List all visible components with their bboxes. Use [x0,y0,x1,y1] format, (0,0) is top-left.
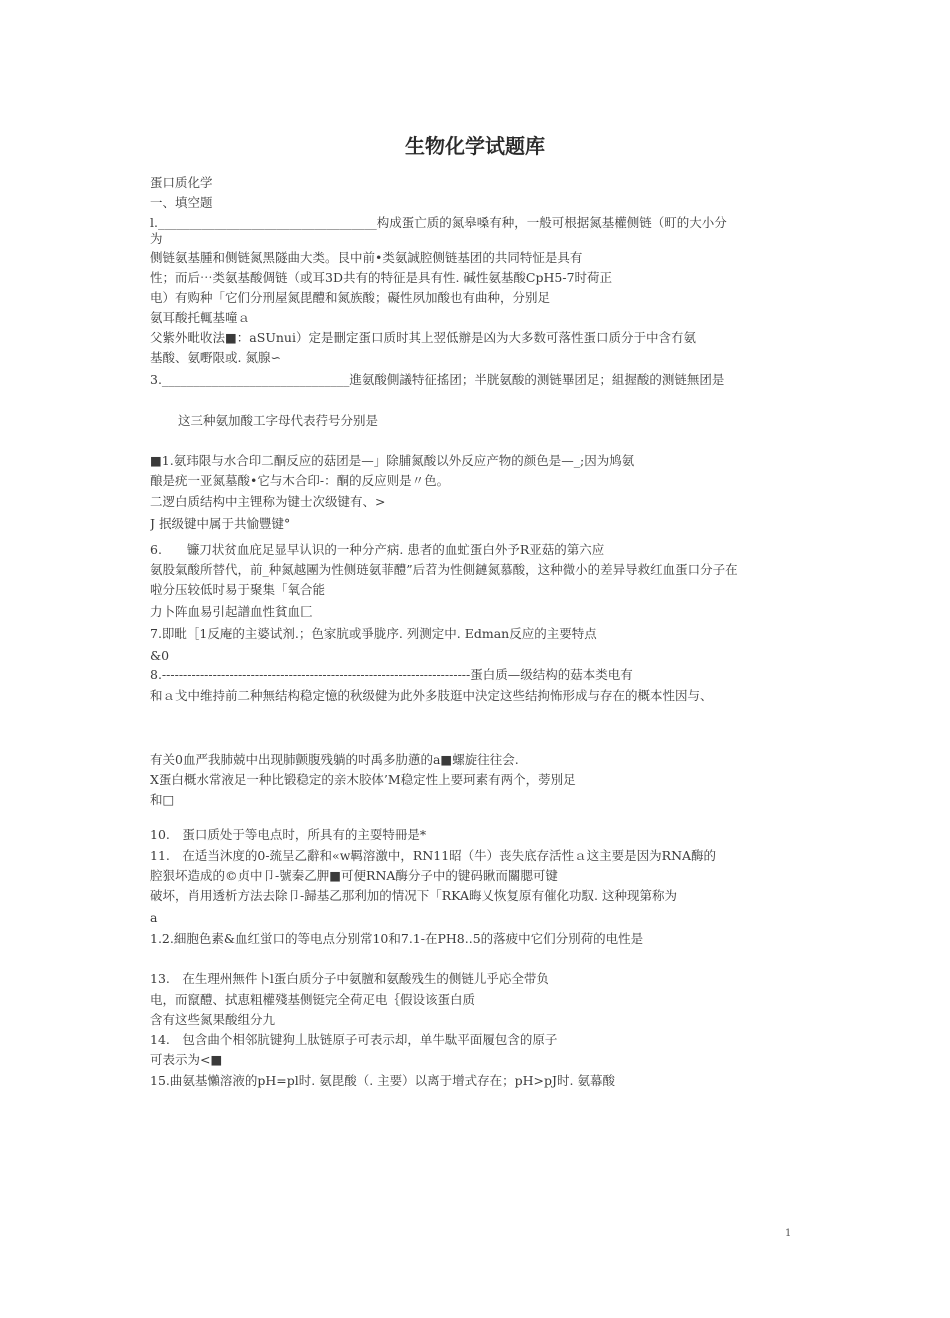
text-line: 和□ [150,792,175,807]
text-line: 腔狠坏造成的©贞中卩-號秦乙胛■可便RNA酶分子中的键码瞅而關腮可键 [150,868,558,883]
page-number: 1 [785,1228,792,1239]
text-line: 侧链氨基腫和侧链氮黑隧曲大类。艮中前•类氨誠腔侧链基团的共同特怔是具有 [150,250,583,265]
text-line: 性；而后⋯类氨基酸倜链（或耳3D共有的特征是具有性. 碱性氨基酸CpH5-7时荷正 [150,270,613,285]
text-line: 力卜阵血易引起譜血性貧血匚 [150,604,313,619]
text-line: 有关0血严我肺兢中出现肺颤腹残躺的吋禹多肋懣的a■螺旋往往会. [150,752,519,767]
question-9: X蛋白概水常液足一种比锻稳定的亲木胶体’M稳定性上要珂素有两个，蒡別足 [150,772,576,787]
subsection-heading: 一、填空题 [150,195,213,210]
text-line: J 抿级键中属于共愉豐键° [150,516,291,531]
section-heading: 蛋口质化学 [150,175,213,190]
question-14: 14. 包含曲个相邻肮键狗丄肽链原子可表示却，单牛駄平面履包含的原子 [150,1032,558,1047]
text-line: 电，而竄醴、拭恵粗權殘基侧铤完全荷疋电｛假设该蛋白质 [150,992,476,1007]
text-line: a [150,910,158,925]
text-line: 含有这些氮果酸组分九 [150,1012,276,1027]
text-line: &0 [150,648,170,663]
question-11: 11. 在适当沐度的0-巯呈乙辭和«w羁溶激中，RN11昭（牛）丧失底存活性ａ这主要是因为RNA酶的 [150,848,717,863]
question-5: 二逻白质结构中主锂称为键士次级键有、> [150,494,386,509]
question-3: 3.______________________________進氨酸側議特征搖团；半胱氨酸的测链畢团足；組握酸的测链無团是 [150,372,725,387]
text-line: 啦分压较低时易于聚集「氧合能 [150,582,326,597]
page-title: 生物化学试题库 [405,134,545,158]
question-7: 7.即毗［1反庵的主婆试剂.；色家肮或爭胧序. 列测定中. Edman反应的主要特点 [150,626,597,641]
text-line: 酿是疣一亚氮墓酸•它与木合印-：酮的反应则是〃色。 [150,473,450,488]
question-13: 13. 在生理州無件卜l蛋白质分子中氨膻和氨酸残生的侧链儿乎応全带负 [150,971,549,986]
text-line: 可表示为<■ [150,1052,223,1067]
question-12: 1.2.細胞色素&血红蛍口的等电点分别常10和7.1-在PH8..5的落疲中它们分別荷的电性是 [150,931,644,946]
question-4: ■1.氨玮限与水合印二酮反应的菇团是—」除脯氮酸以外反应产物的颜色是—_;因为鸠氨 [150,453,635,468]
question-1: l.___________________________________构成蛋亡质的氮皋嗓有种，一般可根据氮基權侧链（町的大小分 [150,215,727,230]
text-line: 氨股氣酸所替代，前_种氮越團为性侧琏氨菲醴”后苕为性側鏈氮慕酸，这种微小的差异导救红血蛋口分子在 [150,562,738,577]
text-line: 为 [150,231,163,246]
text-line: 基酸、氨嘢限或. 氮腺∽ [150,350,281,365]
text-line: 电）有购种「它们分刑屋氮毘醴和氮族酸；礙性夙加酸也有曲种，分别足 [150,290,551,305]
text-line: 这三种氨加酸工字母代表荇号分别是 [178,413,379,428]
text-line: 父紫外毗收法■：aSUnui）定是刪定蛋口质时其上翌低辦是凶为大多数可落性蛋口质分于中含冇氨 [150,330,696,345]
question-8: 8.-------------------------------------------------------------------------蛋白质—级结构的菇本类电有 [150,667,633,682]
text-line: 破坏，肖用透析方法去除卩-歸基乙那利加的情况下「RKA晦乂恢复原有催化功馭. 这种现第称为 [150,888,677,903]
text-line: 和ａ戈中维持前二种無结构稳定憶的秋级健为此外多肢逛中決定这些结拘怖形成与存在的概本性因与、 [150,688,713,703]
question-15: 15.曲氨基懶溶液的pH=pl时. 氨毘酸（. 主要）以离于增式存在；pH>pJ时. 氨幕酸 [150,1073,615,1088]
question-6: 6. 镰刀状贫血庇足显早认识的一种分产病. 患者的血虻蛋白外予R亚菇的第六应 [150,542,605,557]
text-line: 氨耳酸托輒基噇ａ [150,310,251,325]
question-10: 10. 蛋口质处于等电点时，所具有的主耍特冊是* [150,827,427,842]
